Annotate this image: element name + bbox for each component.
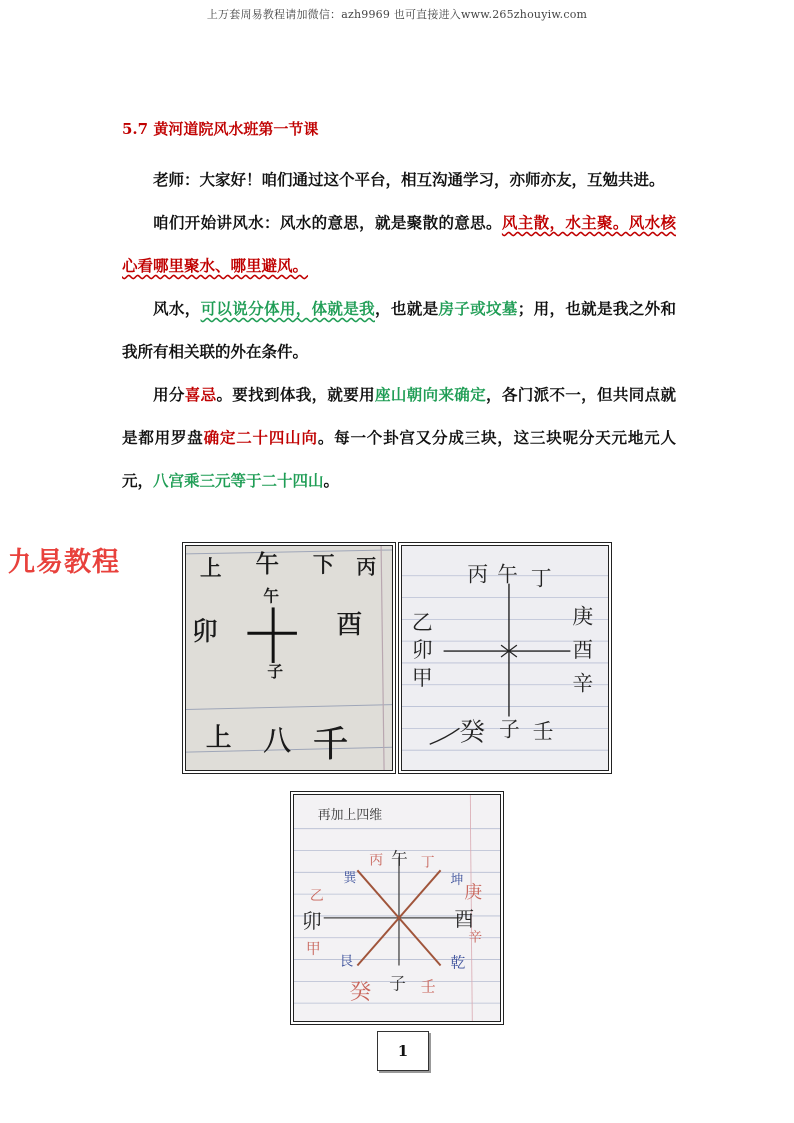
page-header: 上万套周易教程请加微信：azh9969 也可直接进入www.265zhouyiw.com	[206, 8, 588, 21]
handwriting-photo-2	[398, 542, 612, 774]
paragraph-3	[122, 287, 676, 373]
p3-corner-1: 坤	[450, 873, 464, 889]
p3-text-c: ，也就是	[375, 299, 439, 318]
p3-left-0: 乙	[309, 888, 324, 905]
p1-top-1: 午	[255, 549, 280, 578]
p1-lower-2: 千	[312, 724, 349, 766]
p4-text-g: 。每一个卦宫又分成三块，这三块呢分天元地元人元，	[122, 428, 676, 490]
paragraph-4	[122, 373, 676, 502]
p3-top-2: 丁	[420, 854, 435, 871]
p2-highlight: 风主散，水主聚。风水核心看哪里聚水、哪里避风。	[122, 213, 676, 275]
p2-top-1: 午	[497, 562, 518, 587]
p3-top-0: 丙	[369, 852, 384, 869]
p3-highlight-a: 可以说分体用，体就是我	[200, 299, 376, 318]
p3-text-a: 风水，	[153, 299, 201, 318]
p4-text-i: 。	[323, 471, 340, 490]
p3-corner-3: 乾	[450, 953, 466, 972]
handwriting-photo-3	[290, 791, 504, 1025]
p3-text-e: ；用，也就是我之外和我所有相关联的外在条件。	[122, 299, 676, 361]
p3-right-1: 酉	[454, 907, 475, 931]
p3-highlight-d: 房子或坟墓	[438, 299, 518, 318]
p1-top-2: 下	[312, 552, 335, 578]
p1-right: 酉	[336, 610, 363, 641]
p2-left-2: 甲	[411, 665, 433, 690]
p2-left-1: 卯	[411, 638, 433, 663]
p2-bottom-1: 子	[499, 717, 520, 742]
p1-top-3: 丙	[356, 555, 377, 579]
photo-3-drawing	[294, 795, 500, 1021]
photo-1-drawing	[186, 546, 392, 770]
p2-right-0: 庚	[572, 604, 594, 629]
p1-left: 卯	[191, 617, 218, 648]
p3-top-1: 午	[391, 848, 408, 869]
p3-caption: 再加上四维	[317, 807, 383, 823]
p3-right-2: 辛	[468, 929, 483, 946]
p3-left-1: 卯	[301, 909, 322, 933]
page-number: 1	[377, 1031, 429, 1071]
handwriting-photo-1	[182, 542, 396, 774]
paragraph-1	[122, 158, 676, 201]
p1-lower-1: 八	[263, 724, 291, 758]
p2-top-2: 丁	[530, 566, 552, 591]
p1-top-0: 上	[199, 556, 222, 582]
p4-text-a: 用分	[153, 385, 185, 404]
p3-bottom-1: 子	[389, 973, 406, 994]
photo-2-drawing	[402, 546, 608, 770]
p3-corner-0: 巽	[343, 871, 357, 887]
p1-upright: 午	[263, 586, 280, 606]
watermark: 九易教程	[8, 547, 120, 578]
p2-bottom-0: 癸	[459, 717, 486, 748]
p3-bottom-2: 壬	[420, 977, 436, 996]
p1-lower-0: 上	[205, 723, 232, 754]
p3-bottom-0: 癸	[349, 980, 372, 1006]
p3-corner-2: 艮	[339, 953, 354, 970]
p4-highlight-d: 座山朝向来确定	[375, 385, 487, 404]
p2-left-0: 乙	[411, 610, 433, 635]
p2-bottom-2: 壬	[532, 719, 554, 744]
p3-left-2: 甲	[305, 939, 321, 958]
p2-right-2: 辛	[572, 671, 594, 696]
p2-right-1: 酉	[572, 638, 594, 663]
photo-3-frame	[293, 794, 501, 1022]
p4-highlight-h: 八宫乘三元等于二十四山	[153, 471, 324, 490]
p2-top-0: 丙	[467, 562, 489, 587]
photo-1-frame	[185, 545, 393, 771]
photo-2-frame	[401, 545, 609, 771]
p2-text: 咱们开始讲风水：风水的意思，就是聚散的意思。	[153, 213, 502, 232]
p1-bottom: 子	[267, 661, 284, 681]
p4-highlight-b: 喜忌	[184, 385, 217, 404]
p3-right-0: 庚	[464, 882, 483, 904]
p4-highlight-f: 确定二十四山向	[203, 428, 318, 447]
p1-text: 老师：大家好！咱们通过这个平台，相互沟通学习，亦师亦友，互勉共进。	[153, 170, 665, 189]
p4-text-e: ，各门派不一，但共同点就是都用罗盘	[122, 385, 676, 447]
body-text	[122, 158, 676, 502]
p4-text-c: 。要找到体我，就要用	[216, 385, 376, 404]
section-title: 5.7 黄河道院风水班第一节课	[122, 120, 319, 138]
paragraph-2	[122, 201, 676, 287]
